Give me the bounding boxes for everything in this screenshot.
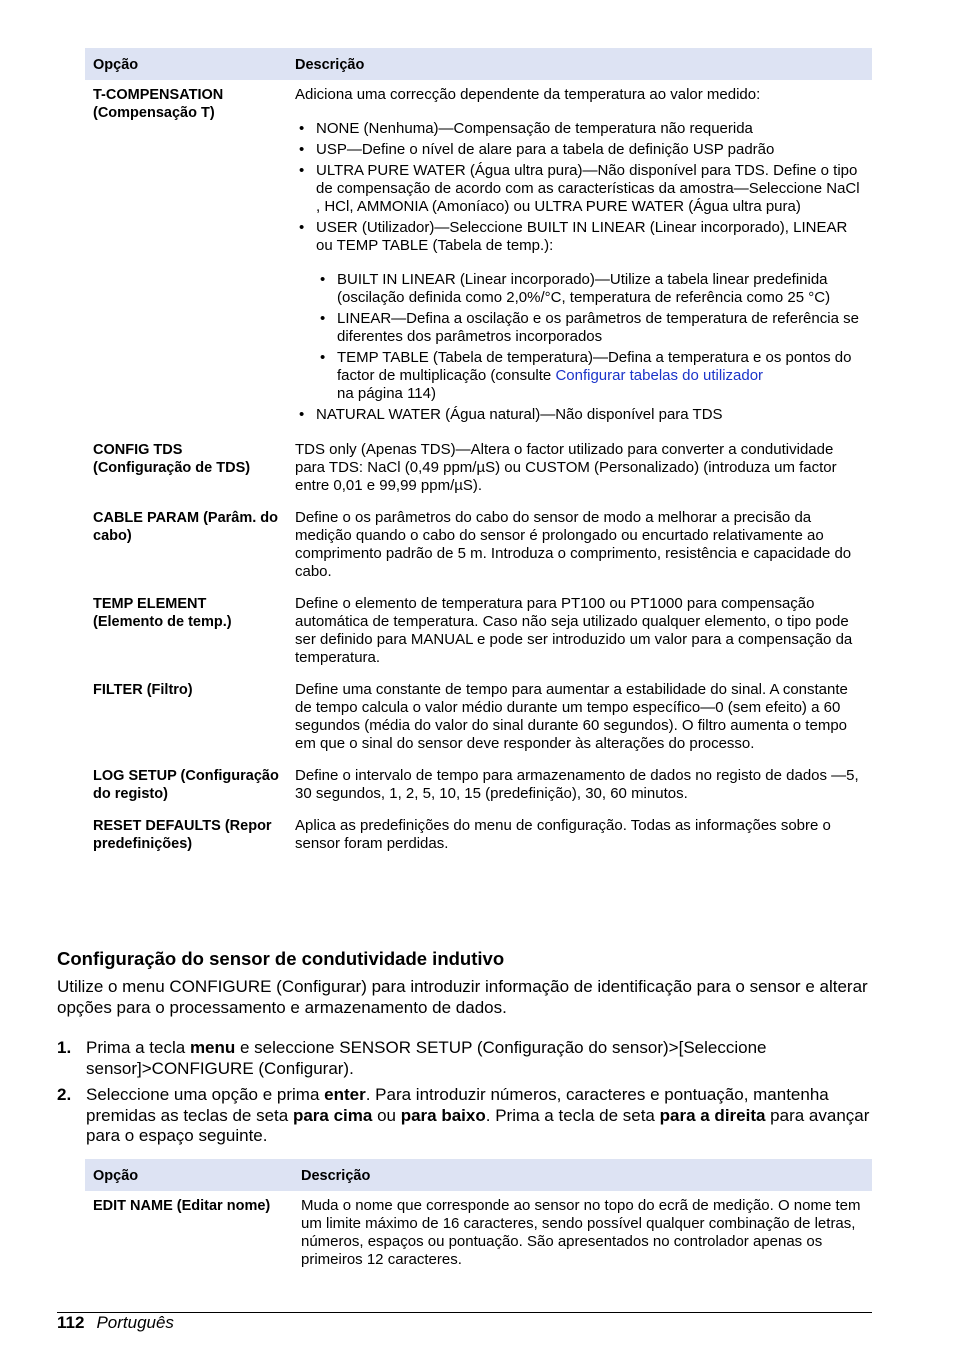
table-row xyxy=(85,811,872,861)
temp-table-page-ref: na página 114) xyxy=(337,385,436,402)
option-cell: CABLE PARAM (Parâm. do cabo) xyxy=(93,510,279,544)
footer-divider xyxy=(57,1312,872,1313)
temp-table-text: TEMP TABLE (Tabela de temperatura)—Defina a temperatura e os pontos do factor de multiplicação (consulte xyxy=(337,349,852,384)
description-cell: Define o intervalo de tempo para armazenamento de dados no registo de dados —5, 30 segundos, 1, 2, 5, 10, 15 (predefinição), 30, 60 minutos. xyxy=(295,767,859,802)
step-text: Seleccione uma opção e prima xyxy=(86,1085,325,1104)
sub-bullet-list xyxy=(316,271,864,403)
description-cell: Aplica as predefinições do menu de configuração. Todas as informações sobre o sensor foram perdidas. xyxy=(295,817,831,852)
description-cell: Define o elemento de temperatura para PT100 ou PT1000 para compensação automática de temperatura. Caso não seja utilizado qualquer elemento, o tipo pode ser definido para MANUAL e pode ser introduzido um valor para a compensação da temperatura. xyxy=(295,595,853,666)
option-cell: LOG SETUP (Configuração do registo) xyxy=(93,768,279,802)
options-table-2 xyxy=(85,1159,872,1277)
key-name: menu xyxy=(189,1038,236,1057)
description-cell: Define o os parâmetros do cabo do sensor de modo a melhorar a precisão da medição quando o cabo do sensor é prolongado ou encurtado relativamente ao comprimento padrão de 5 m. Introduza o comprimento, resistência e capacidade do cabo. xyxy=(295,509,852,580)
step-text: ou xyxy=(372,1105,401,1125)
list-item: • USP—Define o nível de alare para a tabela de definição USP padrão xyxy=(295,141,864,159)
sub-list-item: • LINEAR—Defina a oscilação e os parâmetros de temperatura de referência se diferentes dos parâmetros incorporados xyxy=(316,310,864,346)
section-heading: Configuração do sensor de condutividade indutivo xyxy=(57,948,505,969)
options-table-1 xyxy=(85,48,872,861)
sub-list-item xyxy=(316,349,864,403)
description-cell xyxy=(287,80,872,435)
step-text: e seleccione SENSOR SETUP (Configuração do sensor)>[Seleccione sensor]>CONFIGURE (Configurar). xyxy=(86,1038,767,1078)
description-column-header: Descrição xyxy=(287,48,872,80)
table-row xyxy=(85,589,872,675)
description-cell: Define uma constante de tempo para aumentar a estabilidade do sinal. A constante de tempo calcula o valor médio durante um tempo específico—0 (sem efeito) a 60 segundos (média do valor do sinal durante 60 segundos). O filtro aumenta o tempo em que o sinal do sensor deve responder às alterações do processo. xyxy=(295,681,848,752)
list-item xyxy=(295,219,864,403)
section-intro: Utilize o menu CONFIGURE (Configurar) para introduzir informação de identificação para o sensor e alterar opções para o processamento e armazenamento de dados. xyxy=(57,977,868,1017)
table-row xyxy=(85,761,872,811)
description-cell: Muda o nome que corresponde ao sensor no topo do ecrã de medição. O nome tem um limite máximo de 16 caracteres, sendo possível qualquer combinação de letras, números, espaços ou pontuação. São apresentados no controlador apenas os primeiros 12 caracteres. xyxy=(301,1197,861,1268)
option-column-header: Opção xyxy=(85,1159,293,1191)
option-cell xyxy=(85,80,287,435)
table-row xyxy=(85,503,872,589)
option-cell: FILTER (Filtro) xyxy=(93,682,193,698)
table-row xyxy=(85,80,872,435)
option-cell: EDIT NAME (Editar nome) xyxy=(93,1198,271,1214)
description-intro: Adiciona uma correcção dependente da temperatura ao valor medido: xyxy=(295,86,761,103)
page-number: 112 xyxy=(57,1313,85,1332)
table-header-row xyxy=(85,48,872,80)
step-number: 1. xyxy=(57,1038,72,1057)
step-text: . Prima a tecla de seta xyxy=(485,1105,660,1125)
step-number: 2. xyxy=(57,1085,72,1104)
step-text: Prima a tecla xyxy=(86,1038,190,1057)
user-tables-link[interactable]: Configurar tabelas do utilizador xyxy=(555,367,764,384)
table-row xyxy=(85,675,872,761)
description-column-header: Descrição xyxy=(293,1159,872,1191)
procedure-steps xyxy=(57,1038,877,1153)
key-name: para a direita xyxy=(659,1105,766,1125)
list-item: • NATURAL WATER (Água natural)—Não disponível para TDS xyxy=(295,406,864,424)
page-footer xyxy=(57,1313,174,1333)
step-text: para avançar para o espaço seguinte. xyxy=(86,1105,870,1145)
description-cell: TDS only (Apenas TDS)—Altera o factor utilizado para converter a condutividade para TDS: NaCl (0,49 ppm/µS) ou CUSTOM (Personalizado) (introduza um factor entre 0,01 e 99,99 ppm/µS). xyxy=(295,441,837,494)
option-translation: (Compensação T) xyxy=(93,105,215,121)
bullet-list xyxy=(295,120,864,424)
option-cell: TEMP ELEMENT (Elemento de temp.) xyxy=(93,596,232,630)
list-item-text: USER (Utilizador)—Seleccione BUILT IN LINEAR (Linear incorporado), LINEAR ou TEMP TABLE (Tabela de temp.): xyxy=(316,219,848,254)
key-name: para baixo xyxy=(400,1105,486,1125)
option-name: T-COMPENSATION xyxy=(93,87,224,103)
table-row xyxy=(85,435,872,503)
step-text: . Para introduzir números, caracteres e pontuação, mantenha premidas as teclas de seta xyxy=(86,1085,829,1125)
list-item: • NONE (Nenhuma)—Compensação de temperatura não requerida xyxy=(295,120,864,138)
key-name: para cima xyxy=(292,1105,373,1125)
list-item: • ULTRA PURE WATER (Água ultra pura)—Não disponível para TDS. Define o tipo de compensação de acordo com as características da amostra—Seleccione NaCl , HCl, AMMONIA (Amoníaco) ou ULTRA PURE WATER (Água ultra pura) xyxy=(295,162,864,216)
option-column-header: Opção xyxy=(85,48,287,80)
key-name: enter xyxy=(324,1085,366,1104)
table-row xyxy=(85,1191,872,1277)
sub-list-item: • BUILT IN LINEAR (Linear incorporado)—Utilize a tabela linear predefinida (oscilação definida como 2,0%/°C, temperatura de referência como 25 °C) xyxy=(316,271,864,307)
option-cell: CONFIG TDS (Configuração de TDS) xyxy=(93,442,251,476)
table-header-row xyxy=(85,1159,872,1191)
option-cell: RESET DEFAULTS (Repor predefinições) xyxy=(93,818,272,852)
step-item xyxy=(57,1085,877,1147)
footer-language: Português xyxy=(96,1313,174,1332)
step-item xyxy=(57,1038,877,1079)
